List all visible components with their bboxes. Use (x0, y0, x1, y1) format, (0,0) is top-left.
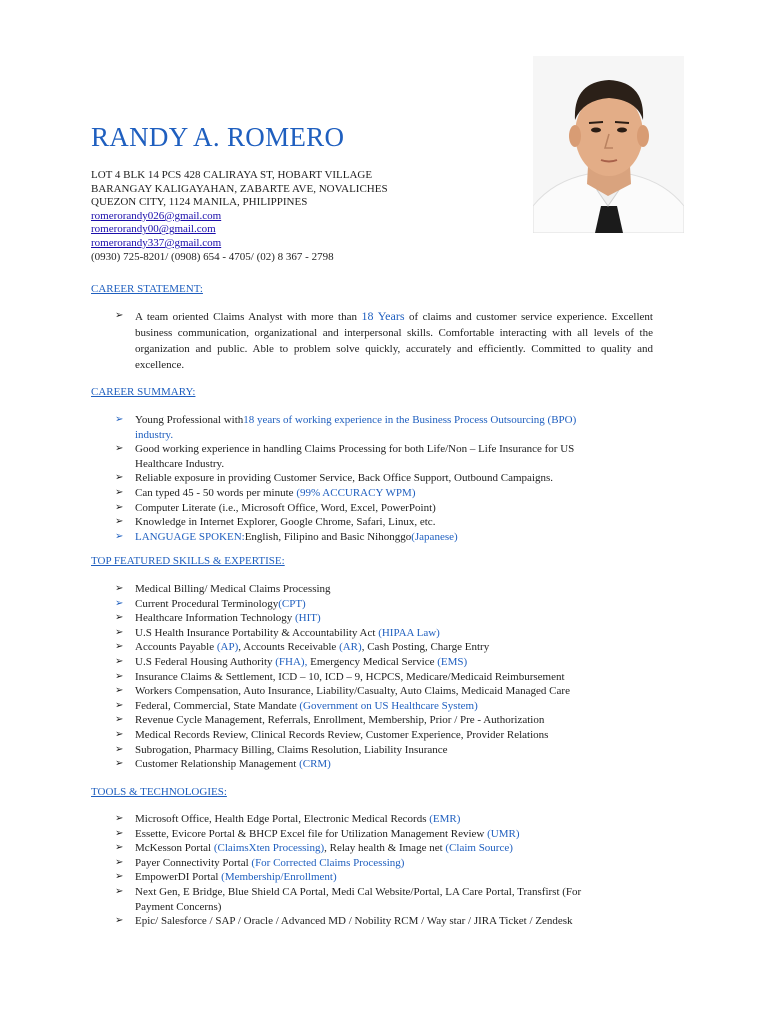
arrow-bullet-icon: ➢ (115, 626, 124, 638)
list-item: ➢ A team oriented Claims Analyst with more than 18 Years of claims and customer service experience. Excellent business communication, organizational and interpersonal skills. Comfortable interacting with all levels of the organization and public. Able to problem solve quickly, accurately and efficiently. Committed to quality and excellence. (115, 309, 653, 371)
list-item: ➢ Knowledge in Internet Explorer, Google Chrome, Safari, Linux, etc. (115, 516, 436, 529)
profile-photo (533, 56, 684, 233)
skills-heading: TOP FEATURED SKILLS & EXPERTISE: (91, 555, 285, 567)
list-item: ➢ McKesson Portal (ClaimsXten Processing), Relay health & Image net (Claim Source) (115, 842, 513, 855)
arrow-bullet-icon: ➢ (115, 827, 124, 839)
person-name: RANDY A. ROMERO (91, 122, 345, 152)
contact-block (91, 169, 388, 264)
list-item: ➢ Medical Records Review, Clinical Records Review, Customer Experience, Provider Relations (115, 728, 549, 741)
arrow-bullet-icon: ➢ (115, 685, 124, 697)
arrow-bullet-icon: ➢ (115, 597, 124, 609)
list-item: ➢ Payer Connectivity Portal (For Corrected Claims Processing) (115, 856, 405, 869)
phone-numbers: (0930) 725-8201/ (0908) 654 - 4705/ (02) 8 367 - 2798 (91, 250, 334, 263)
arrow-bullet-icon: ➢ (115, 699, 124, 711)
arrow-bullet-icon: ➢ (115, 486, 124, 498)
list-item: ➢ Essette, Evicore Portal & BHCP Excel file for Utilization Management Review (UMR) (115, 827, 520, 840)
list-item: ➢ Microsoft Office, Health Edge Portal, Electronic Medical Records (EMR) (115, 813, 461, 825)
arrow-bullet-icon: ➢ (115, 516, 124, 528)
tools-heading: TOOLS & TECHNOLOGIES: (91, 786, 227, 798)
arrow-bullet-icon: ➢ (115, 310, 124, 321)
email-link-2[interactable]: romerorandy00@gmail.com (91, 223, 216, 236)
list-item: ➢ Subrogation, Pharmacy Billing, Claims Resolution, Liability Insurance (115, 743, 448, 756)
list-item: ➢ Young Professional with18 years of working experience in the Business Process Outsourcing (BPO) industry. (115, 414, 577, 441)
list-item: ➢ Can typed 45 - 50 words per minute (99% ACCURACY WPM) (115, 486, 416, 499)
list-item: ➢ Revenue Cycle Management, Referrals, Enrollment, Membership, Prior / Pre - Authorization (115, 714, 545, 727)
email-link-3[interactable]: romerorandy337@gmail.com (91, 236, 222, 249)
career-summary-heading: CAREER SUMMARY: (91, 386, 196, 398)
skills-list (91, 582, 651, 772)
arrow-bullet-icon: ➢ (115, 871, 124, 883)
list-item: ➢ U.S Health Insurance Portability & Accountability Act (HIPAA Law) (115, 626, 440, 639)
arrow-bullet-icon: ➢ (115, 856, 124, 868)
list-item: ➢ Current Procedural Terminology(CPT) (115, 597, 306, 610)
arrow-bullet-icon: ➢ (115, 758, 124, 770)
arrow-bullet-icon: ➢ (115, 915, 124, 927)
arrow-bullet-icon: ➢ (115, 641, 124, 653)
list-item: ➢ Workers Compensation, Auto Insurance, Liability/Casualty, Auto Claims, Medicaid Managed Care (115, 685, 570, 698)
list-item: ➢ Medical Billing/ Medical Claims Processing (115, 583, 331, 595)
email-link-1[interactable]: romerorandy026@gmail.com (91, 209, 222, 222)
list-item: ➢ LANGUAGE SPOKEN:English, Filipino and Basic Nihonggo(Japanese) (115, 530, 458, 543)
list-item: ➢ Insurance Claims & Settlement, ICD – 10, ICD – 9, HCPCS, Medicare/Medicaid Reimbursement (115, 670, 565, 683)
list-item: ➢ Good working experience in handling Claims Processing for both Life/Non – Life Insurance for US Healthcare Industry. (115, 443, 575, 470)
list-item: ➢ Healthcare Information Technology (HIT) (115, 612, 321, 625)
arrow-bullet-icon: ➢ (115, 530, 124, 542)
career-summary-list (91, 413, 611, 544)
arrow-bullet-icon: ➢ (115, 885, 124, 897)
arrow-bullet-icon: ➢ (115, 743, 124, 755)
address-line-2: BARANGAY KALIGAYAHAN, ZABARTE AVE, NOVALICHES (91, 182, 388, 195)
career-statement-list (91, 308, 653, 373)
arrow-bullet-icon: ➢ (115, 583, 124, 594)
arrow-bullet-icon: ➢ (115, 813, 124, 824)
arrow-bullet-icon: ➢ (115, 714, 124, 726)
list-item: ➢ U.S Federal Housing Authority (FHA), Emergency Medical Service (EMS) (115, 655, 468, 668)
arrow-bullet-icon: ➢ (115, 612, 124, 624)
address-line-3: QUEZON CITY, 1124 MANILA, PHILIPPINES (91, 196, 308, 209)
list-item: ➢ Customer Relationship Management (CRM) (115, 758, 331, 771)
list-item: ➢ Accounts Payable (AP), Accounts Receivable (AR), Cash Posting, Charge Entry (115, 641, 490, 654)
arrow-bullet-icon: ➢ (115, 842, 124, 854)
list-item: ➢ Reliable exposure in providing Customer Service, Back Office Support, Outbound Campaigns. (115, 472, 554, 485)
list-item: ➢ Next Gen, E Bridge, Blue Shield CA Portal, Medi Cal Website/Portal, LA Care Portal, Transfirst (For Payment Concerns) (115, 885, 582, 913)
arrow-bullet-icon: ➢ (115, 472, 124, 484)
list-item: ➢ EmpowerDI Portal (Membership/Enrollment) (115, 871, 337, 884)
career-statement-heading: CAREER STATEMENT: (91, 283, 203, 295)
arrow-bullet-icon: ➢ (115, 728, 124, 740)
arrow-bullet-icon: ➢ (115, 655, 124, 667)
arrow-bullet-icon: ➢ (115, 501, 124, 513)
arrow-bullet-icon: ➢ (115, 414, 124, 425)
arrow-bullet-icon: ➢ (115, 443, 124, 455)
list-item: ➢ Federal, Commercial, State Mandate (Government on US Healthcare System) (115, 699, 478, 712)
list-item: ➢ Epic/ Salesforce / SAP / Oracle / Advanced MD / Nobility RCM / Way star / JIRA Ticket / Zendesk (115, 915, 573, 928)
arrow-bullet-icon: ➢ (115, 670, 124, 682)
address-line-1: LOT 4 BLK 14 PCS 428 CALIRAYA ST, HOBART VILLAGE (91, 169, 373, 181)
tools-list (91, 812, 621, 929)
list-item: ➢ Computer Literate (i.e., Microsoft Office, Word, Excel, PowerPoint) (115, 501, 436, 514)
